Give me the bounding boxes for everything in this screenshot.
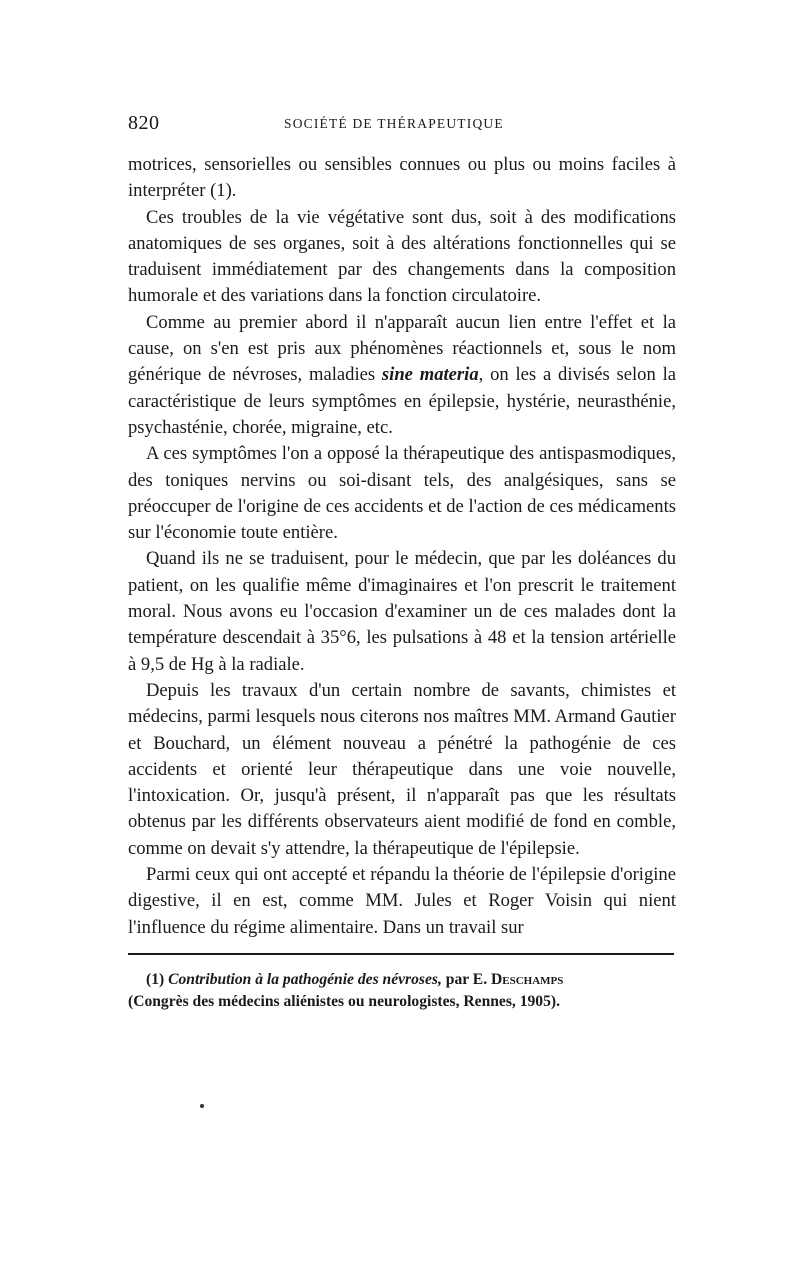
footnote-author: Deschamps	[491, 970, 564, 988]
paragraph: A ces symptômes l'on a opposé la thérapeutique des antispasmodiques, des toniques nervins ou soi-disant tels, des analgésiques, sans se préoccuper de l'origine de ces accidents et de l'action de ces médicaments sur l'économie toute entière.	[128, 443, 676, 544]
paragraph-text: Comme au premier abord il n'apparaît aucun lien entre l'effet et la cause, on s'en est pris aux phénomènes réactionnels et, sous le nom générique de névroses, maladies	[128, 311, 676, 386]
running-head	[128, 112, 676, 142]
footnote-title: Contribution à la pathogénie des névroses,	[168, 970, 442, 988]
running-title: SOCIÉTÉ DE THÉRAPEUTIQUE	[284, 116, 504, 131]
italic-phrase: sine materia	[381, 364, 479, 386]
paragraph	[128, 310, 676, 441]
paragraph: Ces troubles de la vie végétative sont dus, soit à des modifications anatomiques de ses organes, soit à des altérations fonctionnelles qui se traduisent immédiatement par des changements dans la composition humorale et des variations dans la fonction circulatoire.	[128, 206, 676, 307]
footnote-marker: (1)	[146, 970, 165, 988]
paragraph: motrices, sensorielles ou sensibles connues ou plus ou moins faciles à interpréter (1).	[128, 154, 676, 202]
paragraph: Depuis les travaux d'un certain nombre de savants, chimistes et médecins, parmi lesquels nous citerons nos maîtres MM. Armand Gautier et Bouchard, un élément nouveau a pénétré la pathogénie de ces accidents et orienté leur thérapeutique dans une voie nouvelle, l'intoxication. Or, jusqu'à présent, il n'apparaît pas que les résultats obtenus par les différents observateurs aient modifié de fond en comble, comme on devait s'y attendre, la thérapeutique de l'épilepsie.	[128, 679, 676, 859]
footnote-by: par E.	[445, 970, 488, 988]
print-speck	[200, 1104, 204, 1108]
footnote	[128, 969, 676, 1013]
footnote-source: (Congrès des médecins aliénistes ou neurologistes, Rennes, 1905).	[128, 992, 560, 1010]
paragraph: Parmi ceux qui ont accepté et répandu la théorie de l'épilepsie d'origine digestive, il en est, comme MM. Jules et Roger Voisin qui nient l'influence du régime alimentaire. Dans un travail sur	[128, 864, 676, 938]
body-text	[128, 152, 676, 941]
paragraph-text: , on les a divisés selon la caractéristique de leurs symptômes en épilepsie, hystérie, neurasthénie, psychasténie, chorée, migraine, etc.	[128, 364, 676, 438]
page-number: 820	[128, 112, 160, 134]
book-page	[128, 112, 676, 1013]
footnote-rule	[128, 953, 674, 955]
paragraph: Quand ils ne se traduisent, pour le médecin, que par les doléances du patient, on les qualifie même d'imaginaires et l'on prescrit le traitement moral. Nous avons eu l'occasion d'examiner un de ces malades dont la température descendait à 35°6, les pulsations à 48 et la tension artérielle à 9,5 de Hg à la radiale.	[128, 548, 676, 675]
